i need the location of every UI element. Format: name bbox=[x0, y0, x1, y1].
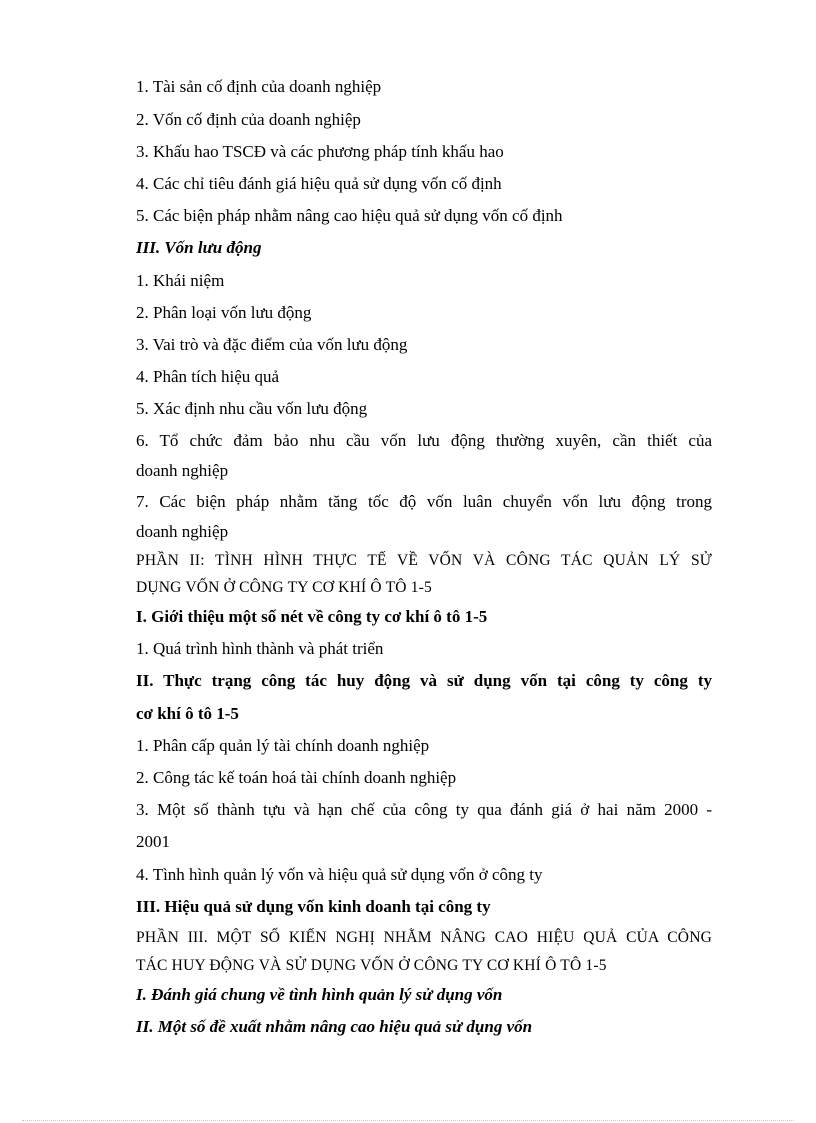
toc-item: 2. Phân loại vốn lưu động bbox=[136, 303, 312, 322]
toc-item: 1. Khái niệm bbox=[136, 271, 225, 290]
toc-item: 2. Công tác kế toán hoá tài chính doanh nghiệp bbox=[136, 768, 457, 787]
section-heading: II. Thực trạng công tác huy động và sử dụng vốn tại công ty công ty bbox=[136, 671, 712, 690]
section-heading: II. Một số đề xuất nhằm nâng cao hiệu quả sử dụng vốn bbox=[136, 1017, 533, 1036]
page-bottom-divider bbox=[22, 1120, 794, 1121]
part-heading: PHẦN III. MỘT SỐ KIẾN NGHỊ NHẰM NÂNG CAO HIỆU QUẢ CỦA CÔNG bbox=[136, 929, 712, 946]
toc-item-continued: doanh nghiệp bbox=[136, 461, 229, 480]
part-heading-continued: DỤNG VỐN Ở CÔNG TY CƠ KHÍ Ô TÔ 1-5 bbox=[136, 579, 432, 596]
toc-item: 6. Tổ chức đảm bảo nhu cầu vốn lưu động thường xuyên, cần thiết của bbox=[136, 431, 712, 450]
toc-item: 1. Tài sản cố định của doanh nghiệp bbox=[136, 77, 382, 96]
toc-item: 3. Khấu hao TSCĐ và các phương pháp tính khấu hao bbox=[136, 142, 504, 161]
toc-item: 3. Vai trò và đặc điểm của vốn lưu động bbox=[136, 335, 408, 354]
section-heading-continued: cơ khí ô tô 1-5 bbox=[136, 704, 239, 723]
section-heading: III. Vốn lưu động bbox=[136, 238, 262, 257]
toc-item: 4. Tình hình quản lý vốn và hiệu quả sử dụng vốn ở công ty bbox=[136, 865, 543, 884]
section-heading: I. Đánh giá chung về tình hình quản lý sử dụng vốn bbox=[136, 985, 503, 1004]
toc-item: 2. Vốn cố định của doanh nghiệp bbox=[136, 110, 361, 129]
toc-item: 3. Một số thành tựu và hạn chế của công ty qua đánh giá ở hai năm 2000 - bbox=[136, 800, 712, 819]
toc-item: 7. Các biện pháp nhằm tăng tốc độ vốn luân chuyển vốn lưu động trong bbox=[136, 492, 712, 511]
toc-item: 4. Phân tích hiệu quả bbox=[136, 367, 280, 386]
toc-item: 1. Quá trình hình thành và phát triển bbox=[136, 639, 384, 658]
section-heading: III. Hiệu quả sử dụng vốn kinh doanh tại công ty bbox=[136, 897, 491, 916]
toc-item: 5. Xác định nhu cầu vốn lưu động bbox=[136, 399, 368, 418]
part-heading: PHẦN II: TÌNH HÌNH THỰC TẾ VỀ VỐN VÀ CÔNG TÁC QUẢN LÝ SỬ bbox=[136, 552, 712, 569]
toc-item-continued: 2001 bbox=[136, 832, 170, 851]
section-heading: I. Giới thiệu một số nét về công ty cơ khí ô tô 1-5 bbox=[136, 607, 488, 626]
toc-item-continued: doanh nghiệp bbox=[136, 522, 229, 541]
toc-item: 4. Các chỉ tiêu đánh giá hiệu quả sử dụng vốn cố định bbox=[136, 174, 502, 193]
toc-item: 5. Các biện pháp nhằm nâng cao hiệu quả sử dụng vốn cố định bbox=[136, 206, 563, 225]
toc-item: 1. Phân cấp quản lý tài chính doanh nghiệp bbox=[136, 736, 430, 755]
part-heading-continued: TÁC HUY ĐỘNG VÀ SỬ DỤNG VỐN Ở CÔNG TY CƠ KHÍ Ô TÔ 1-5 bbox=[136, 957, 607, 974]
